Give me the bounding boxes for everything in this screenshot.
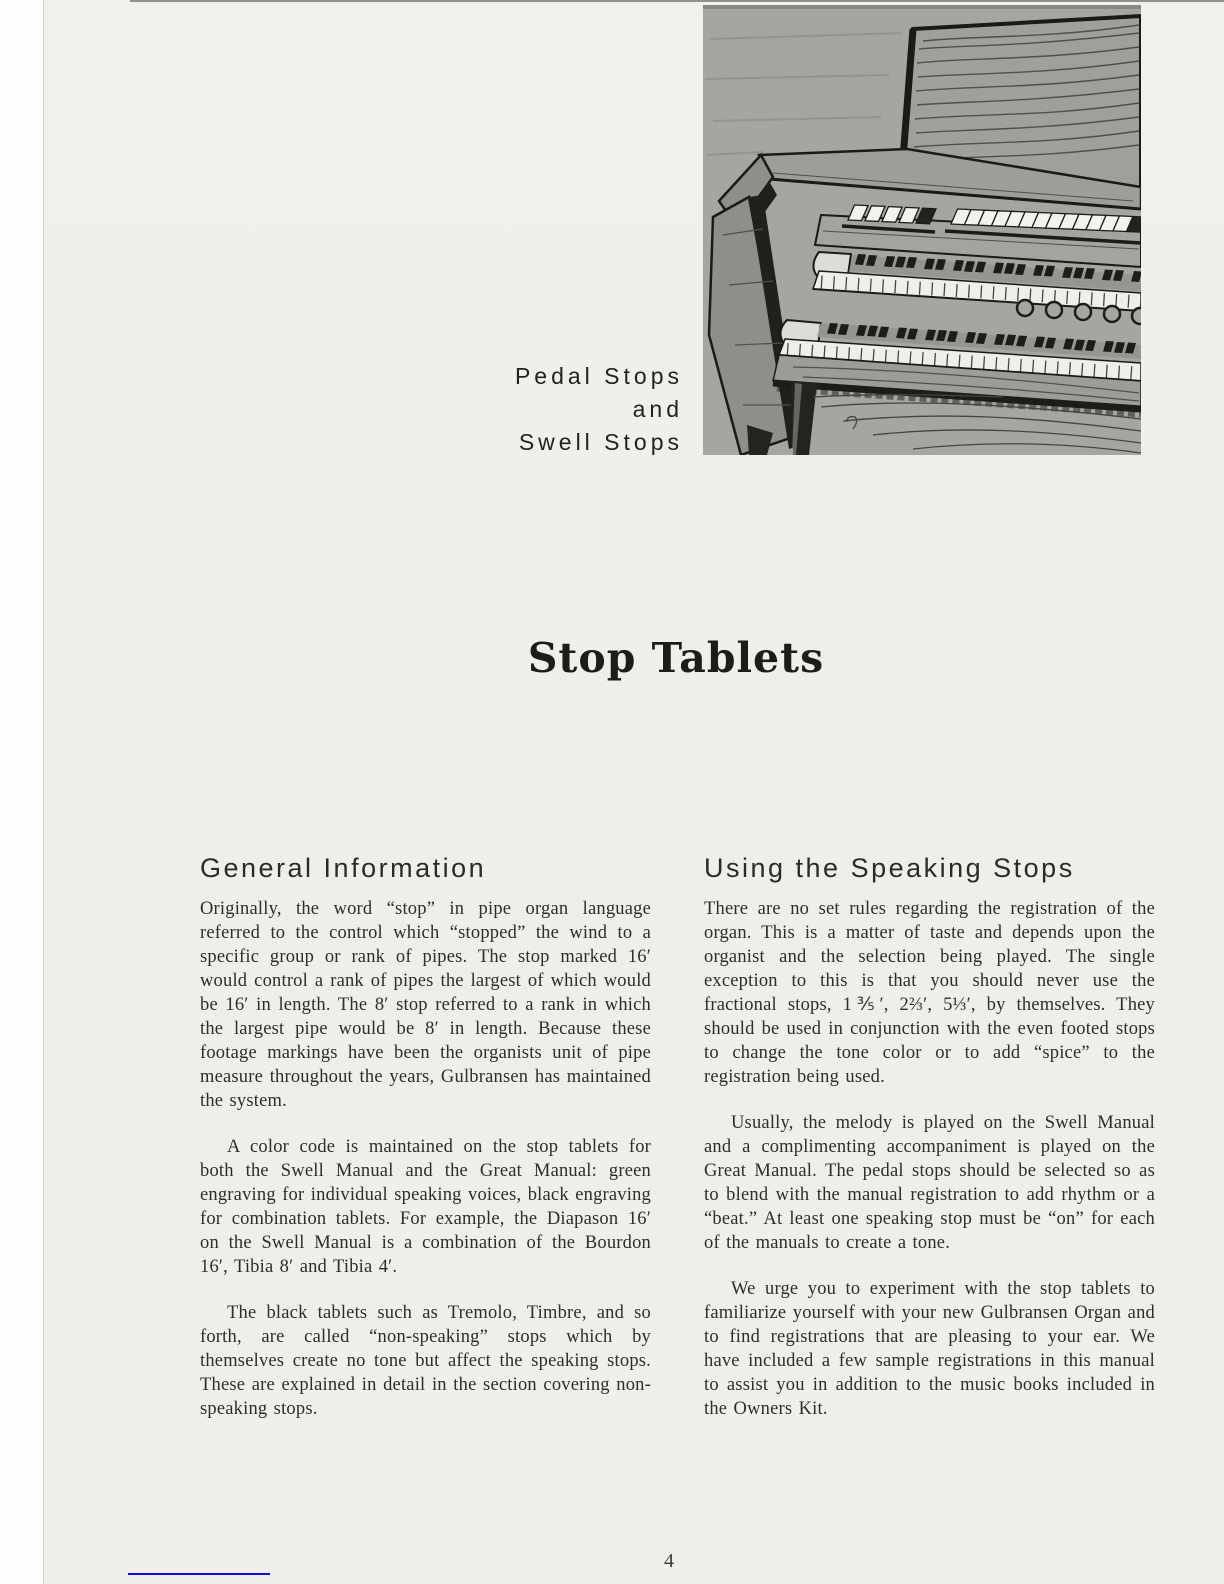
scan-smudge xyxy=(703,5,1141,9)
illustration-caption xyxy=(383,360,683,459)
section-heading: General Information xyxy=(200,853,487,883)
section-using-speaking-stops xyxy=(704,851,1155,1443)
paragraph: Originally, the word “stop” in pipe organ language referred to the control which “stopped” the wind to a specific group or rank of pipes. The stop marked 16′ would control a rank of pipes the largest of which would be 16′ in length. The 8′ stop referred to a rank in which the largest pipe would be 8′ in length. Because these footage markings have been the organists unit of pipe measure throughout the years, Gulbransen has maintained the system. xyxy=(200,899,651,1111)
caption-line: Pedal Stops xyxy=(514,363,683,389)
scan-edge-line xyxy=(130,0,1224,2)
organ-illustration xyxy=(703,5,1141,455)
paragraph: The black tablets such as Tremolo, Timbre, and so forth, are called “non-speaking” stops which by themselves create no tone but affect the speaking stops. These are explained in detail in the section covering non-speaking stops. xyxy=(200,1303,651,1419)
section-heading: Using the Speaking Stops xyxy=(704,853,1075,883)
section-general-information xyxy=(200,851,651,1443)
paragraph: There are no set rules regarding the registration of the organ. This is a matter of taste and depends upon the organist and the selection being played. The single exception to this is that you should never use the fractional stops, 1⅗′, 2⅔′, 5⅓′, by themselves. They should be used in conjunction with the even footed stops to change the tone color or to add “spice” to the registration being used. xyxy=(704,899,1155,1087)
paragraph: A color code is maintained on the stop tablets for both the Swell Manual and the Great Manual: green engraving for individual speaking voices, black engraving for combination tablets. For example, the Diapason 16′ on the Swell Manual is a combination of the Bourdon 16′, Tibia 8′ and Tibia 4′. xyxy=(200,1137,651,1277)
paragraph: We urge you to experiment with the stop tablets to familiarize yourself with your new Gulbransen Organ and to find registrations that are pleasing to your ear. We have included a few sample registrations in this manual to assist you in addition to the music books included in the Owners Kit. xyxy=(704,1279,1155,1419)
page-number: 4 xyxy=(664,1550,674,1572)
paragraph: Usually, the melody is played on the Swell Manual and a complimenting accompaniment is played on the Great Manual. The pedal stops should be selected so as to blend with the manual registration to add rhythm or a “beat.” At least one speaking stop must be “on” for each of the manuals to create a tone. xyxy=(704,1113,1155,1253)
caption-line: Swell Stops xyxy=(518,429,683,455)
organ-drawing-svg xyxy=(703,5,1141,455)
link-underline-mark xyxy=(128,1573,270,1575)
caption-line: and xyxy=(632,396,683,422)
page-title: Stop Tablets xyxy=(527,634,825,682)
